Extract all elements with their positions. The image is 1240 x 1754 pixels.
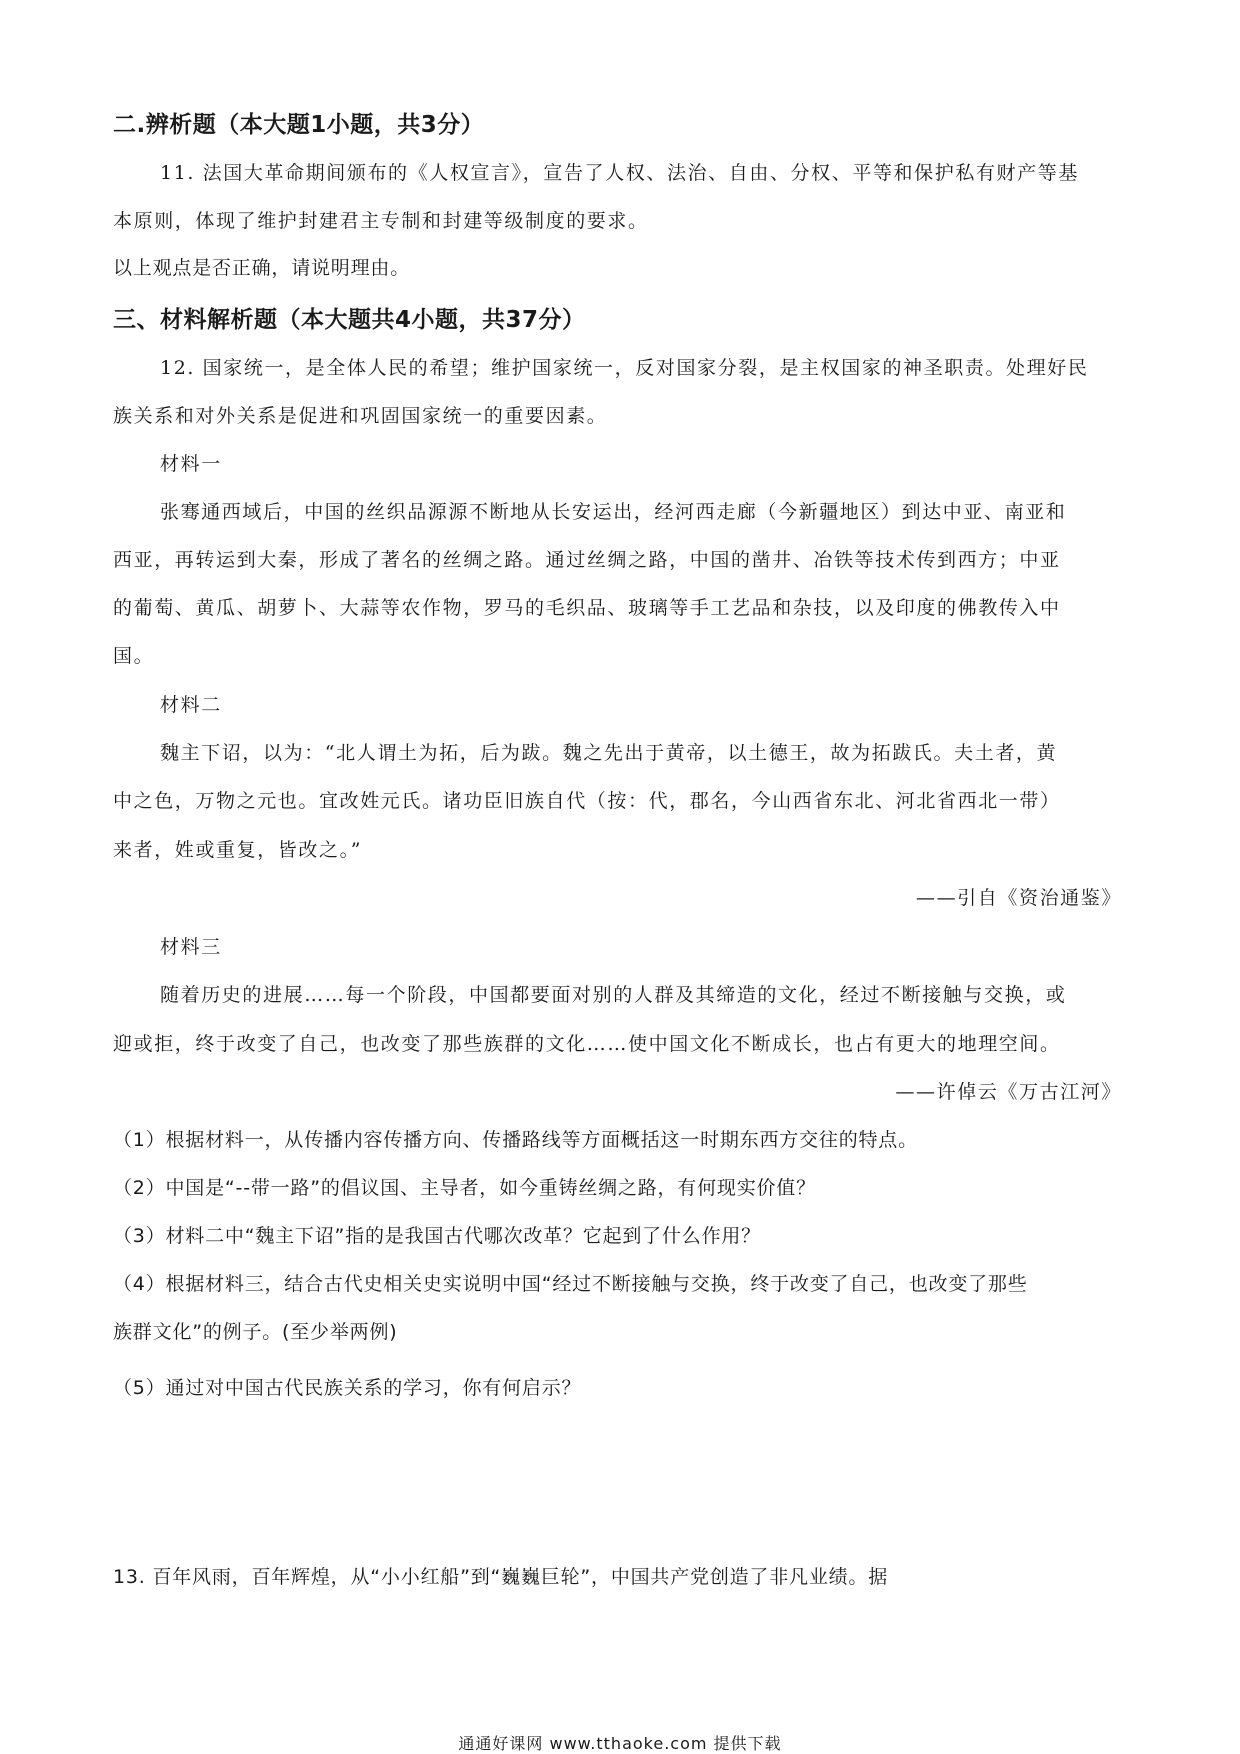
material-1-line-4: 国。 bbox=[113, 645, 155, 667]
q12-sub-question-1: （1）根据材料一，从传播内容传播方向、传播路线等方面概括这一时期东西方交往的特点。 bbox=[113, 1129, 918, 1151]
material-1-line-2: 西亚，再转运到大秦，形成了著名的丝绸之路。通过丝绸之路，中国的凿井、冶铁等技术传到西方；中亚 bbox=[113, 549, 1061, 571]
page-footer: 通通好课网 www.tthaoke.com 提供下载 bbox=[458, 1734, 782, 1753]
section-2-title: 二.辨析题（本大题1小题，共3分） bbox=[113, 112, 485, 138]
material-3-source: ——许倬云《万古江河》 bbox=[895, 1081, 1122, 1103]
q12-sub-question-4b: 族群文化”的例子。(至少举两例) bbox=[113, 1321, 398, 1343]
q12-sub-question-4a: （4）根据材料三，结合古代史相关史实说明中国“经过不断接触与交换，终于改变了自己，也改变了那些 bbox=[113, 1273, 1028, 1295]
q13-line-1: 13. 百年风雨，百年辉煌，从“小小红船”到“巍巍巨轮”，中国共产党创造了非凡业绩。据 bbox=[113, 1566, 889, 1588]
material-1-line-1: 张骞通西域后，中国的丝织品源源不断地从长安运出，经河西走廊（今新疆地区）到达中亚、南亚和 bbox=[160, 501, 1067, 523]
material-2-line-1: 魏主下诏，以为：“北人谓土为拓，后为跋。魏之先出于黄帝，以土德王，故为拓跋氏。夫土者，黄 bbox=[160, 742, 1058, 764]
material-2-line-2: 中之色，万物之元也。宜改姓元氏。诸功臣旧族自代（按：代，郡名，今山西省东北、河北省西北一带） bbox=[113, 790, 1061, 812]
q12-sub-question-5: （5）通过对中国古代民族关系的学习，你有何启示？ bbox=[113, 1377, 582, 1399]
section-3-title: 三、材料解析题（本大题共4小题，共37分） bbox=[113, 307, 586, 333]
q11-line-1: 11. 法国大革命期间颁布的《人权宣言》，宣告了人权、法治、自由、分权、平等和保护私有财产等基 bbox=[160, 162, 1079, 184]
material-2-source: ——引自《资治通鉴》 bbox=[915, 887, 1122, 909]
q12-intro-1: 12. 国家统一，是全体人民的希望；维护国家统一，反对国家分裂，是主权国家的神圣职责。处理好民 bbox=[160, 357, 1089, 379]
q11-prompt: 以上观点是否正确，请说明理由。 bbox=[113, 257, 411, 279]
material-3-line-1: 随着历史的进展……每一个阶段，中国都要面对别的人群及其缔造的文化，经过不断接触与交换，或 bbox=[160, 984, 1067, 1006]
q12-intro-2: 族关系和对外关系是促进和巩固国家统一的重要因素。 bbox=[113, 405, 608, 427]
q12-sub-question-3: （3）材料二中“魏主下诏”指的是我国古代哪次改革？它起到了什么作用？ bbox=[113, 1225, 761, 1247]
material-2-label: 材料二 bbox=[160, 694, 222, 716]
material-3-label: 材料三 bbox=[160, 936, 222, 958]
material-3-line-2: 迎或拒，终于改变了自己，也改变了那些族群的文化……使中国文化不断成长，也占有更大的地理空间。 bbox=[113, 1033, 1061, 1055]
q11-line-2: 本原则，体现了维护封建君主专制和封建等级制度的要求。 bbox=[113, 210, 649, 232]
material-2-line-3: 来者，姓或重复，皆改之。” bbox=[113, 839, 363, 861]
material-1-line-3: 的葡萄、黄瓜、胡萝卜、大蒜等农作物，罗马的毛织品、玻璃等手工艺品和杂技，以及印度的佛教传入中 bbox=[113, 597, 1061, 619]
q12-sub-question-2: （2）中国是“--带一路”的倡议国、主导者，如今重铸丝绸之路，有何现实价值？ bbox=[113, 1177, 816, 1199]
material-1-label: 材料一 bbox=[160, 453, 222, 475]
